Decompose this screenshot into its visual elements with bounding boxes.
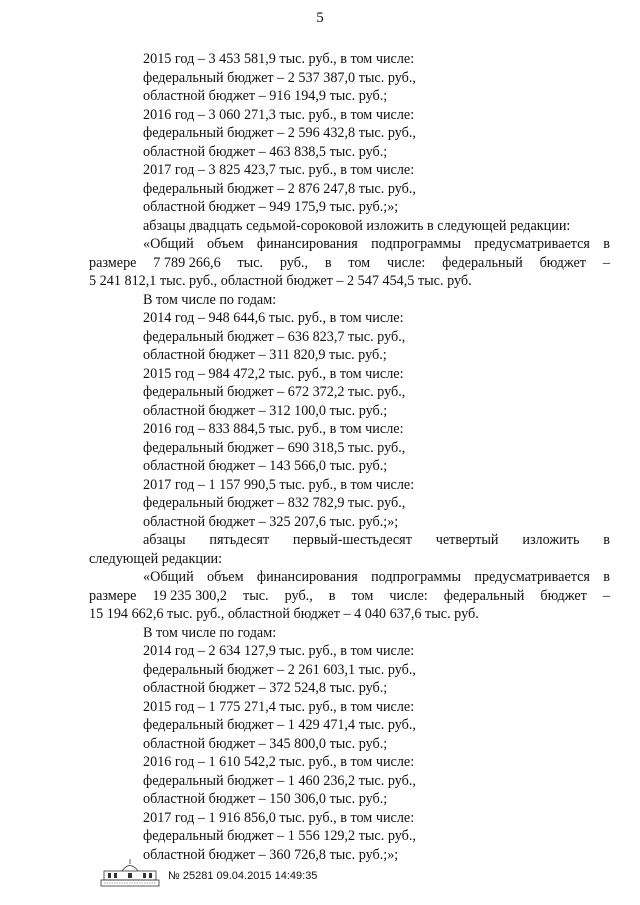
paragraph-1-year-line-4: 2015 год – 984 472,2 тыс. руб., в том числе:: [143, 365, 404, 382]
word: подпрограммы: [371, 569, 462, 585]
paragraph-2-intro-cont: следующей редакции:: [89, 550, 223, 567]
document-body: [89, 50, 610, 864]
paragraph-1-year-line-3: областной бюджет – 311 820,9 тыс. руб.;: [143, 347, 387, 363]
paragraph-2-year-line-1: 2014 год – 2 634 127,9 тыс. руб., в том числе:: [143, 643, 415, 659]
paragraph-2-year-line-9: областной бюджет – 150 306,0 тыс. руб.;: [143, 791, 388, 807]
word: том: [351, 587, 374, 604]
paragraph-2-year-line-11: федеральный бюджет – 1 556 129,2 тыс. руб.,: [143, 828, 416, 844]
word: в: [324, 254, 332, 271]
word: бюджет: [539, 254, 586, 271]
word: предусматривается: [474, 569, 590, 585]
paragraph-2-intro: [89, 531, 610, 550]
word: пятьдесят: [209, 532, 270, 548]
word: тыс.: [243, 587, 269, 604]
paragraph-1-year-line-5: федеральный бюджет – 672 372,2 тыс. руб.,: [143, 384, 406, 400]
word: финансирования: [256, 569, 358, 585]
word: первый-шестьдесят: [292, 532, 412, 548]
word: в: [328, 587, 336, 604]
word: бюджет: [540, 587, 587, 604]
paragraph-1-year-line-9: областной бюджет – 143 566,0 тыс. руб.;: [143, 458, 388, 474]
paragraph-1-intro: абзацы двадцать седьмой-сороковой изложить в следующей редакции:: [143, 217, 571, 234]
paragraph-2-quote-line-1: [89, 568, 610, 587]
paragraph-2-year-line-12: областной бюджет – 360 726,8 тыс. руб.;»;: [143, 846, 399, 863]
word: том: [348, 254, 371, 271]
paragraph-1-years: [89, 309, 610, 531]
word: размере: [89, 587, 137, 604]
paragraph-2-year-line-4: 2015 год – 1 775 271,4 тыс. руб., в том числе:: [143, 698, 415, 715]
paragraph-1-year-line-2: федеральный бюджет – 636 823,7 тыс. руб.,: [143, 328, 406, 345]
paragraph-2-quote-line-2: [89, 587, 610, 606]
word: в: [603, 236, 610, 252]
opening-line-7: 2017 год – 3 825 423,7 тыс. руб., в том числе:: [143, 162, 415, 178]
word: в: [603, 569, 610, 585]
paragraph-1-year-line-6: областной бюджет – 312 100,0 тыс. руб.;: [143, 402, 388, 419]
paragraph-1-year-line-7: 2016 год – 833 884,5 тыс. руб., в том числе:: [143, 421, 404, 437]
paragraph-2-quote-line-3: 15 194 662,6 тыс. руб., областной бюджет – 4 040 637,6 тыс. руб.: [89, 606, 479, 622]
word: объем: [206, 569, 244, 585]
word: «Общий: [143, 236, 194, 252]
word: 7 789 266,6: [153, 254, 221, 271]
paragraph-1-year-line-8: федеральный бюджет – 690 318,5 тыс. руб.,: [143, 439, 406, 456]
paragraph-1-year-line-11: федеральный бюджет – 832 782,9 тыс. руб.,: [143, 495, 406, 511]
word: числе:: [386, 254, 426, 271]
paragraph-1-year-line-1: 2014 год – 948 644,6 тыс. руб., в том числе:: [143, 310, 404, 326]
paragraph-2-year-line-3: областной бюджет – 372 524,8 тыс. руб.;: [143, 680, 388, 696]
opening-line-1: 2015 год – 3 453 581,9 тыс. руб., в том числе:: [143, 51, 415, 67]
paragraph-1-years-header: В том числе по годам:: [143, 291, 277, 308]
paragraph-2-years-header: В том числе по годам:: [143, 624, 277, 641]
opening-lines: [89, 50, 610, 217]
registration-footer: [100, 858, 400, 888]
word: –: [602, 587, 610, 604]
paragraph-2-year-line-8: федеральный бюджет – 1 460 236,2 тыс. руб.,: [143, 772, 416, 789]
opening-line-9: областной бюджет – 949 175,9 тыс. руб.;»;: [143, 199, 399, 215]
paragraph-2-year-line-5: федеральный бюджет – 1 429 471,4 тыс. руб.,: [143, 717, 416, 733]
word: федеральный: [442, 254, 523, 271]
opening-line-6: областной бюджет – 463 838,5 тыс. руб.;: [143, 143, 388, 160]
word: числе:: [389, 587, 428, 604]
paragraph-2-years: [89, 642, 610, 864]
word: руб.,: [279, 254, 309, 271]
registration-number: № 25281 09.04.2015 14:49:35: [168, 870, 318, 882]
building-stamp-icon: [100, 858, 160, 888]
word: –: [602, 254, 610, 271]
paragraph-1-quote-line-2: [89, 254, 610, 273]
paragraph-2-year-line-2: федеральный бюджет – 2 261 603,1 тыс. руб.,: [143, 661, 416, 678]
paragraph-1-quote-line-1: [89, 235, 610, 254]
word: подпрограммы: [371, 236, 462, 252]
paragraph-1-year-line-10: 2017 год – 1 157 990,5 тыс. руб., в том числе:: [143, 476, 415, 493]
paragraph-2-year-line-7: 2016 год – 1 610 542,2 тыс. руб., в том числе:: [143, 754, 415, 770]
paragraph-2-year-line-6: областной бюджет – 345 800,0 тыс. руб.;: [143, 735, 388, 752]
word: размере: [89, 254, 137, 271]
word: руб.,: [284, 587, 313, 604]
word: 19 235 300,2: [152, 587, 227, 604]
word: финансирования: [256, 236, 358, 252]
paragraph-2-year-line-10: 2017 год – 1 916 856,0 тыс. руб., в том числе:: [143, 809, 415, 826]
word: изложить: [522, 532, 580, 548]
word: федеральный: [443, 587, 525, 604]
paragraph-1-quote-line-3: 5 241 812,1 тыс. руб., областной бюджет – 2 547 454,5 тыс. руб.: [89, 273, 472, 289]
word: «Общий: [143, 569, 194, 585]
word: тыс.: [237, 254, 264, 271]
word: предусматривается: [474, 236, 590, 252]
opening-line-2: федеральный бюджет – 2 537 387,0 тыс. руб.,: [143, 69, 416, 86]
word: в: [603, 532, 610, 548]
opening-line-3: областной бюджет – 916 194,9 тыс. руб.;: [143, 88, 388, 104]
word: абзацы: [143, 532, 186, 548]
opening-line-8: федеральный бюджет – 2 876 247,8 тыс. руб.,: [143, 180, 416, 197]
page-number: 5: [316, 10, 324, 26]
opening-line-5: федеральный бюджет – 2 596 432,8 тыс. руб.,: [143, 125, 416, 141]
opening-line-4: 2016 год – 3 060 271,3 тыс. руб., в том числе:: [143, 106, 415, 123]
word: четвертый: [435, 532, 499, 548]
paragraph-1-year-line-12: областной бюджет – 325 207,6 тыс. руб.;»;: [143, 513, 399, 530]
word: объем: [206, 236, 244, 252]
